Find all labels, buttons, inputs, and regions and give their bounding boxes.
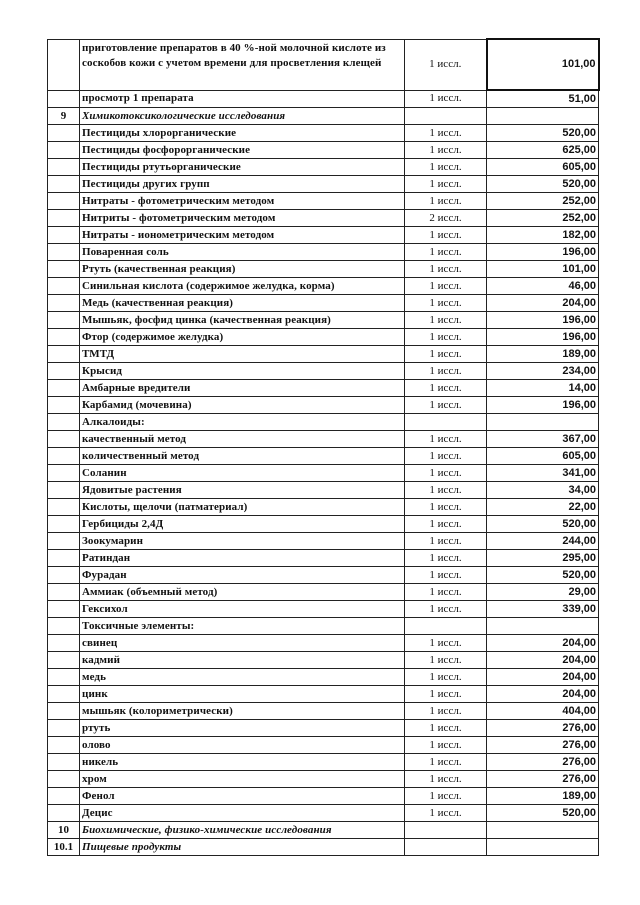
row-number [48, 329, 80, 346]
price-cell: 404,00 [487, 703, 599, 720]
unit-cell: 1 иссл. [405, 329, 487, 346]
service-name: Нитраты - фотометрическим методом [80, 193, 405, 210]
table-row [48, 550, 599, 567]
unit-cell: 1 иссл. [405, 652, 487, 669]
row-number [48, 618, 80, 635]
unit-cell: 1 иссл. [405, 125, 487, 142]
table-row [48, 363, 599, 380]
table-row [48, 635, 599, 652]
service-name: медь [80, 669, 405, 686]
price-cell [487, 414, 599, 431]
service-name: ртуть [80, 720, 405, 737]
unit-cell: 1 иссл. [405, 261, 487, 278]
price-cell: 46,00 [487, 278, 599, 295]
table-row [48, 805, 599, 822]
row-number [48, 159, 80, 176]
price-cell: 520,00 [487, 176, 599, 193]
row-number [48, 550, 80, 567]
section-title: Биохимические, физико-химические исследования [80, 822, 405, 839]
unit-cell: 1 иссл. [405, 159, 487, 176]
unit-cell: 1 иссл. [405, 737, 487, 754]
table-row [48, 244, 599, 261]
row-number [48, 601, 80, 618]
price-cell: 244,00 [487, 533, 599, 550]
row-number [48, 176, 80, 193]
unit-cell: 1 иссл. [405, 550, 487, 567]
price-cell: 204,00 [487, 652, 599, 669]
row-number [48, 39, 80, 90]
row-number [48, 397, 80, 414]
table-row [48, 788, 599, 805]
table-row [48, 142, 599, 159]
unit-cell: 1 иссл. [405, 771, 487, 788]
price-cell: 520,00 [487, 567, 599, 584]
row-number: 10.1 [48, 839, 80, 856]
table-row [48, 567, 599, 584]
unit-cell: 1 иссл. [405, 686, 487, 703]
unit-cell: 1 иссл. [405, 346, 487, 363]
service-name: Ртуть (качественная реакция) [80, 261, 405, 278]
table-row [48, 295, 599, 312]
price-cell: 276,00 [487, 737, 599, 754]
service-name: Нитриты - фотометрическим методом [80, 210, 405, 227]
service-name: кадмий [80, 652, 405, 669]
row-number [48, 499, 80, 516]
service-name: Фурадан [80, 567, 405, 584]
unit-cell: 1 иссл. [405, 584, 487, 601]
price-cell [487, 618, 599, 635]
row-number [48, 652, 80, 669]
row-number [48, 380, 80, 397]
section-row [48, 839, 599, 856]
table-row [48, 720, 599, 737]
row-number [48, 90, 80, 108]
row-number [48, 635, 80, 652]
service-name: Фенол [80, 788, 405, 805]
price-cell: 520,00 [487, 125, 599, 142]
row-number [48, 448, 80, 465]
price-cell: 341,00 [487, 465, 599, 482]
table-row [48, 448, 599, 465]
unit-cell: 1 иссл. [405, 312, 487, 329]
unit-cell: 1 иссл. [405, 142, 487, 159]
service-name: приготовление препаратов в 40 %-ной молочной кислоте из соскобов кожи с учетом времени для просветления клещей [80, 39, 405, 90]
unit-cell: 2 иссл. [405, 210, 487, 227]
service-name: Пестициды хлорорганические [80, 125, 405, 142]
price-cell: 196,00 [487, 244, 599, 261]
price-cell: 51,00 [487, 90, 599, 108]
service-name: Кислоты, щелочи (патматериал) [80, 499, 405, 516]
service-name: количественный метод [80, 448, 405, 465]
table-row [48, 431, 599, 448]
unit-cell [405, 108, 487, 125]
row-number [48, 142, 80, 159]
price-cell: 196,00 [487, 329, 599, 346]
table-row [48, 601, 599, 618]
table-row [48, 125, 599, 142]
row-number [48, 193, 80, 210]
service-name: качественный метод [80, 431, 405, 448]
unit-cell: 1 иссл. [405, 244, 487, 261]
service-name: Ядовитые растения [80, 482, 405, 499]
document-page [47, 38, 598, 856]
table-row [48, 39, 599, 90]
service-name: Ратиндан [80, 550, 405, 567]
service-name: Пестициды ртутьорганические [80, 159, 405, 176]
service-name: олово [80, 737, 405, 754]
unit-cell: 1 иссл. [405, 601, 487, 618]
service-name: Медь (качественная реакция) [80, 295, 405, 312]
table-row [48, 584, 599, 601]
row-number [48, 363, 80, 380]
row-number [48, 805, 80, 822]
unit-cell: 1 иссл. [405, 176, 487, 193]
service-name: Соланин [80, 465, 405, 482]
row-number: 9 [48, 108, 80, 125]
table-row [48, 193, 599, 210]
unit-cell: 1 иссл. [405, 90, 487, 108]
price-cell: 252,00 [487, 210, 599, 227]
service-name: Синильная кислота (содержимое желудка, корма) [80, 278, 405, 295]
unit-cell: 1 иссл. [405, 380, 487, 397]
row-number [48, 686, 80, 703]
unit-cell: 1 иссл. [405, 363, 487, 380]
service-name: хром [80, 771, 405, 788]
table-row [48, 90, 599, 108]
table-row [48, 176, 599, 193]
section-title: Пищевые продукты [80, 839, 405, 856]
row-number [48, 414, 80, 431]
service-name: Зоокумарин [80, 533, 405, 550]
price-cell: 29,00 [487, 584, 599, 601]
table-row [48, 261, 599, 278]
table-row [48, 227, 599, 244]
table-row [48, 686, 599, 703]
service-name: Нитраты - ионометрическим методом [80, 227, 405, 244]
unit-cell: 1 иссл. [405, 482, 487, 499]
unit-cell [405, 414, 487, 431]
price-cell: 204,00 [487, 669, 599, 686]
unit-cell [405, 839, 487, 856]
table-row [48, 465, 599, 482]
price-cell: 101,00 [487, 39, 599, 90]
table-row [48, 346, 599, 363]
row-number [48, 754, 80, 771]
service-name: Фтор (содержимое желудка) [80, 329, 405, 346]
price-cell [487, 108, 599, 125]
unit-cell: 1 иссл. [405, 39, 487, 90]
row-number [48, 346, 80, 363]
unit-cell: 1 иссл. [405, 278, 487, 295]
row-number [48, 244, 80, 261]
row-number [48, 295, 80, 312]
row-number [48, 567, 80, 584]
service-name: Мышьяк, фосфид цинка (качественная реакция) [80, 312, 405, 329]
row-number [48, 227, 80, 244]
price-cell: 196,00 [487, 312, 599, 329]
unit-cell: 1 иссл. [405, 516, 487, 533]
unit-cell: 1 иссл. [405, 754, 487, 771]
table-row [48, 771, 599, 788]
table-row [48, 703, 599, 720]
table-row [48, 278, 599, 295]
price-cell: 204,00 [487, 295, 599, 312]
row-number [48, 210, 80, 227]
unit-cell: 1 иссл. [405, 295, 487, 312]
row-number [48, 584, 80, 601]
price-cell: 339,00 [487, 601, 599, 618]
table-row [48, 737, 599, 754]
price-cell: 189,00 [487, 346, 599, 363]
table-row [48, 533, 599, 550]
service-name: никель [80, 754, 405, 771]
price-cell: 204,00 [487, 686, 599, 703]
row-number [48, 771, 80, 788]
table-row [48, 210, 599, 227]
unit-cell: 1 иссл. [405, 533, 487, 550]
price-cell: 101,00 [487, 261, 599, 278]
price-cell: 367,00 [487, 431, 599, 448]
row-number [48, 703, 80, 720]
service-name: просмотр 1 препарата [80, 90, 405, 108]
table-row [48, 380, 599, 397]
table-row [48, 618, 599, 635]
row-number: 10 [48, 822, 80, 839]
row-number [48, 737, 80, 754]
service-name: свинец [80, 635, 405, 652]
service-name: Гербициды 2,4Д [80, 516, 405, 533]
price-cell: 276,00 [487, 720, 599, 737]
service-name: мышьяк (колориметрически) [80, 703, 405, 720]
table-row [48, 312, 599, 329]
price-cell: 520,00 [487, 805, 599, 822]
service-name: Пестициды других групп [80, 176, 405, 193]
unit-cell: 1 иссл. [405, 227, 487, 244]
price-cell: 605,00 [487, 448, 599, 465]
price-table [47, 38, 600, 856]
service-name: Поваренная соль [80, 244, 405, 261]
service-name: Алкалоиды: [80, 414, 405, 431]
price-table-body [48, 39, 599, 856]
service-name: Аммиак (объемный метод) [80, 584, 405, 601]
price-cell: 34,00 [487, 482, 599, 499]
row-number [48, 312, 80, 329]
table-row [48, 159, 599, 176]
unit-cell: 1 иссл. [405, 720, 487, 737]
section-row [48, 822, 599, 839]
table-row [48, 397, 599, 414]
unit-cell: 1 иссл. [405, 499, 487, 516]
unit-cell: 1 иссл. [405, 788, 487, 805]
unit-cell: 1 иссл. [405, 397, 487, 414]
row-number [48, 431, 80, 448]
unit-cell: 1 иссл. [405, 567, 487, 584]
price-cell [487, 839, 599, 856]
service-name: Токсичные элементы: [80, 618, 405, 635]
service-name: Гексихол [80, 601, 405, 618]
price-cell: 276,00 [487, 771, 599, 788]
row-number [48, 261, 80, 278]
price-cell: 22,00 [487, 499, 599, 516]
row-number [48, 482, 80, 499]
table-row [48, 499, 599, 516]
service-name: Децис [80, 805, 405, 822]
unit-cell: 1 иссл. [405, 193, 487, 210]
row-number [48, 278, 80, 295]
price-cell: 276,00 [487, 754, 599, 771]
table-row [48, 482, 599, 499]
section-title: Химикотоксикологические исследования [80, 108, 405, 125]
unit-cell: 1 иссл. [405, 669, 487, 686]
price-cell: 520,00 [487, 516, 599, 533]
service-name: ТМТД [80, 346, 405, 363]
table-row [48, 669, 599, 686]
price-cell: 196,00 [487, 397, 599, 414]
table-row [48, 329, 599, 346]
table-row [48, 652, 599, 669]
unit-cell: 1 иссл. [405, 448, 487, 465]
unit-cell [405, 822, 487, 839]
row-number [48, 720, 80, 737]
service-name: Амбарные вредители [80, 380, 405, 397]
price-cell: 204,00 [487, 635, 599, 652]
table-row [48, 516, 599, 533]
row-number [48, 465, 80, 482]
row-number [48, 788, 80, 805]
row-number [48, 125, 80, 142]
price-cell: 625,00 [487, 142, 599, 159]
unit-cell: 1 иссл. [405, 703, 487, 720]
price-cell: 189,00 [487, 788, 599, 805]
section-row [48, 108, 599, 125]
service-name: Пестициды фосфорорганические [80, 142, 405, 159]
unit-cell: 1 иссл. [405, 465, 487, 482]
table-row [48, 414, 599, 431]
row-number [48, 533, 80, 550]
price-cell: 234,00 [487, 363, 599, 380]
unit-cell: 1 иссл. [405, 635, 487, 652]
price-cell: 295,00 [487, 550, 599, 567]
service-name: цинк [80, 686, 405, 703]
service-name: Карбамид (мочевина) [80, 397, 405, 414]
row-number [48, 516, 80, 533]
price-cell: 252,00 [487, 193, 599, 210]
price-cell: 605,00 [487, 159, 599, 176]
unit-cell: 1 иссл. [405, 431, 487, 448]
row-number [48, 669, 80, 686]
table-row [48, 754, 599, 771]
unit-cell: 1 иссл. [405, 805, 487, 822]
price-cell: 182,00 [487, 227, 599, 244]
unit-cell [405, 618, 487, 635]
price-cell: 14,00 [487, 380, 599, 397]
service-name: Крысид [80, 363, 405, 380]
price-cell [487, 822, 599, 839]
